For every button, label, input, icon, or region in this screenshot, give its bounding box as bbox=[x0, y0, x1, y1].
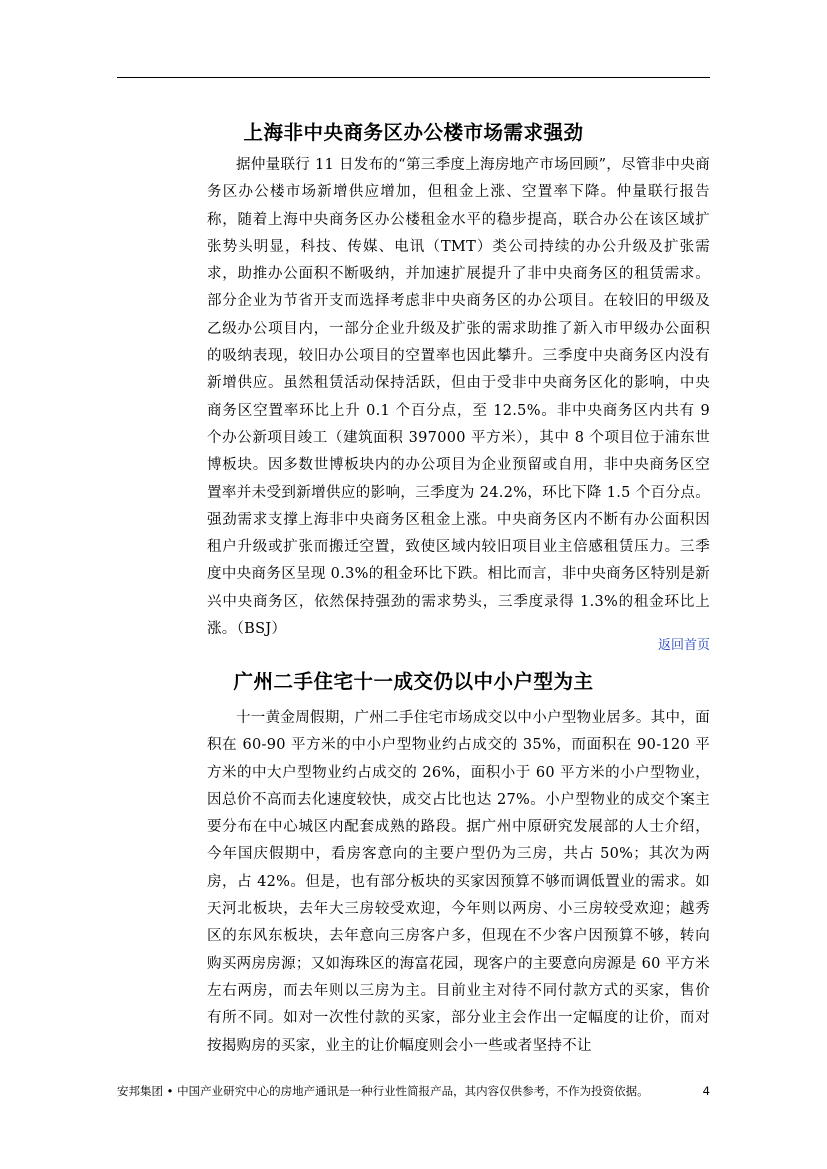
article-body-shanghai-office: 据仲量联行 11 日发布的“第三季度上海房地产市场回顾”，尽管非中央商务区办公楼市场新增供应增加，但租金上涨、空置率下降。仲量联行报告称，随着上海中央商务区办公楼租金水平的稳步提高，联合办公在该区域扩张势头明显，科技、传媒、电讯（TMT）类公司持续的办公升级及扩张需求，助推办公面积不断吸纳，并加速扩展提升了非中央商务区的租赁需求。部分企业为节省开支而选择考虑非中央商务区的办公项目。在较旧的甲级及乙级办公项目内，一部分企业升级及扩张的需求助推了新入市甲级办公面积的吸纳表现，较旧办公项目的空置率也因此攀升。三季度中央商务区内没有新增供应。虽然租赁活动保持活跃，但由于受非中央商务区化的影响，中央商务区空置率环比上升 0.1 个百分点，至 12.5%。非中央商务区内共有 9 个办公新项目竣工（建筑面积 397000 平方米），其中 8 个项目位于浦东世博板块。因多数世博板块内的办公项目为企业预留或自用，非中央商务区空置率并未受到新增供应的影响，三季度为 24.2%，环比下降 1.5 个百分点。强劲需求支撑上海非中央商务区租金上涨。中央商务区内不断有办公面积因租户升级或扩张而搬迁空置，致使区域内较旧项目业主倍感租赁压力。三季度中央商务区呈现 0.3%的租金环比下跌。相比而言，非中央商务区特别是新兴中央商务区，依然保持强劲的需求势头，三季度录得 1.3%的租金环比上涨。（BSJ） bbox=[207, 157, 710, 638]
article-body-guangzhou-housing: 十一黄金周假期，广州二手住宅市场成交以中小户型物业居多。其中，面积在 60-90 平方米的中小户型物业约占成交的 35%，而面积在 90-120 平方米的中大户型物业约占成交的 26%，面积小于 60 平方米的小户型物业，因总价不高而去化速度较快，成交占比也达 27%。小户型物业的成交个案主要分布在中心城区内配套成熟的路段。据广州中原研究发展部的人士介绍，今年国庆假期中，看房客意向的主要户型仍为三房，共占 50%；其次为两房，占 42%。但是，也有部分板块的买家因预算不够而调低置业的需求。如天河北板块，去年大三房较受欢迎，今年则以两房、小三房较受欢迎；越秀区的东风东板块，去年意向三房客户多，但现在不少客户因预算不够，转向购买两房房源；又如海珠区的海富花园，现客户的主要意向房源是 60 平方米左右两房，而去年则以三房为主。目前业主对待不同付款方式的买家，售价有所不同。如对一次性付款的买家，部分业主会作出一定幅度的让价，而对按揭购房的买家，业主的让价幅度则会小一些或者坚持不让 bbox=[207, 710, 710, 1054]
page-footer bbox=[117, 1083, 710, 1099]
article-title-guangzhou-housing: 广州二手住宅十一成交仍以中小户型为主 bbox=[233, 670, 594, 693]
article-title-shanghai-office: 上海非中央商务区办公楼市场需求强劲 bbox=[243, 121, 584, 144]
back-to-home-link[interactable]: 返回首页 bbox=[657, 638, 710, 653]
header-rule bbox=[117, 77, 710, 78]
footer-disclaimer: 安邦集团 • 中国产业研究中心的房地产通讯是一种行业性简报产品，其内容仅供参考，不作为投资依据。 bbox=[117, 1084, 649, 1098]
page-number: 4 bbox=[702, 1084, 710, 1098]
